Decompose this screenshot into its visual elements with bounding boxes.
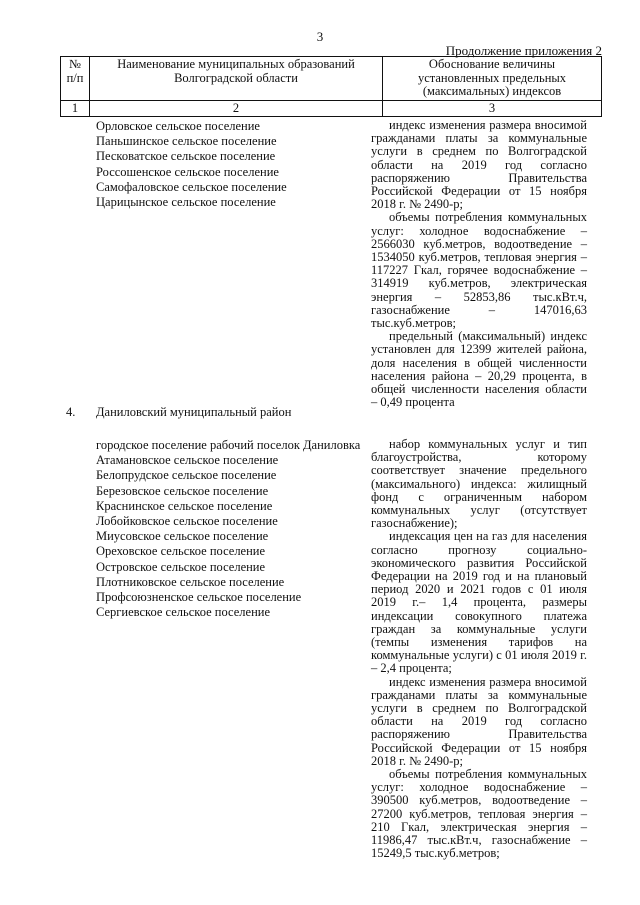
settlement-item: Атамановское сельское поселение bbox=[96, 453, 279, 468]
appendix-label: Продолжение приложения 2 bbox=[445, 43, 602, 58]
district-number: 4. bbox=[66, 405, 76, 419]
header-number-line: № bbox=[69, 57, 81, 71]
header-table bbox=[60, 56, 602, 117]
settlement-item: Сергиевское сельское поселение bbox=[96, 605, 271, 620]
header-name-line: Волгоградской области bbox=[174, 70, 298, 85]
justification-paragraph: индекс изменения размера вносимой гражданами платы за коммунальные услуги в среднем по Волгоградской области на 2019 год согласно распоряжению Правительства Российской Федерации от 15 ноября 2018 г. № 2490-р; bbox=[371, 118, 587, 212]
justification-paragraph: индекс изменения размера вносимой гражданами платы за коммунальные услуги в среднем по Волгоградской области на 2019 год согласно распоряжению Правительства Российской Федерации от 15 ноября 2018 г. № 2490-р; bbox=[371, 674, 587, 768]
settlement-item: Ореховское сельское поселение bbox=[96, 544, 266, 559]
justification-block-1 bbox=[371, 119, 587, 409]
justification-block-2 bbox=[371, 438, 587, 861]
header-justification-cell bbox=[383, 57, 602, 101]
justification-paragraph: набор коммунальных услуг и тип благоустройства, которому соответствует значение предельного (максимального) индекса: жилищный фонд с ограниченным набором коммунальных услуг (отсутствует газоснабжение); bbox=[371, 437, 587, 531]
settlement-item: городское поселение рабочий поселок Даниловка bbox=[96, 438, 361, 452]
settlement-item: Плотниковское сельское поселение bbox=[96, 574, 285, 589]
settlement-item: Профсоюзненское сельское поселение bbox=[96, 590, 302, 605]
column-number: 1 bbox=[61, 100, 90, 117]
justification-paragraph: объемы потребления коммунальных услуг: холодное водоснабжение – 2566030 куб.метров, водоотведение – 1534050 куб.метров, тепловая энергия – 117227 Гкал, горячее водоснабжение – 314919 куб.метров, электрическая энергия – 52853,86 тыс.кВт.ч, газоснабжение – 147016,63 тыс.куб.метров; bbox=[371, 210, 587, 331]
settlement-item: Паньшинское сельское поселение bbox=[96, 134, 277, 149]
settlement-list-1 bbox=[96, 119, 287, 210]
settlement-item: Царицынское сельское поселение bbox=[96, 195, 276, 210]
settlement-item: Белопрудское сельское поселение bbox=[96, 468, 277, 483]
header-name-cell bbox=[90, 57, 383, 101]
district-name: Даниловский муниципальный район bbox=[96, 405, 292, 419]
settlement-item: Миусовское сельское поселение bbox=[96, 529, 269, 544]
header-justification-line: установленных предельных bbox=[417, 70, 567, 85]
header-justification-line: (максимальных) индексов bbox=[422, 84, 562, 98]
settlement-item: Лобойковское сельское поселение bbox=[96, 514, 278, 529]
header-name-line: Наименование муниципальных образований bbox=[117, 57, 355, 71]
settlement-item: Орловское сельское поселение bbox=[96, 119, 260, 133]
settlement-item: Березовское сельское поселение bbox=[96, 483, 269, 498]
column-number: 2 bbox=[90, 100, 383, 117]
justification-paragraph: объемы потребления коммунальных услуг: холодное водоснабжение – 390500 куб.метров, водоотведение – 27200 куб.метров, тепловая энергия – 210 Гкал, электрическая энергия – 11986,47 тыс.кВт.ч, газоснабжение – 15249,5 тыс.куб.метров; bbox=[371, 767, 587, 861]
column-number-row bbox=[61, 100, 602, 117]
page-number: 3 bbox=[316, 29, 324, 44]
settlement-list-2 bbox=[96, 438, 360, 620]
header-number-line: п/п bbox=[66, 70, 84, 85]
settlement-item: Краснинское сельское поселение bbox=[96, 498, 273, 513]
settlement-item: Самофаловское сельское поселение bbox=[96, 179, 287, 194]
header-row bbox=[61, 57, 602, 101]
justification-paragraph: индексация цен на газ для населения согласно прогнозу социально-экономического развития Российской Федерации на 2019 год и на плановый период 2020 и 2021 годов с 01 июля 2019 г.– 1,4 процента, размеры индексации совокупного платежа граждан за коммунальные услуги (темпы изменения тарифов на коммунальные услуги) с 01 июля 2019 г. – 2,4 процента; bbox=[371, 529, 587, 676]
header-justification-line: Обоснование величины bbox=[428, 57, 556, 71]
settlement-item: Островское сельское поселение bbox=[96, 559, 266, 574]
settlement-item: Песковатское сельское поселение bbox=[96, 149, 276, 164]
header-number-cell bbox=[61, 57, 90, 101]
settlement-item: Россошенское сельское поселение bbox=[96, 164, 279, 179]
column-number: 3 bbox=[383, 100, 602, 117]
justification-paragraph: предельный (максимальный) индекс установлен для 12399 жителей района, доля населения в общей численности населения района – 20,29 процента, в общей численности населения области – 0,49 процента bbox=[371, 329, 587, 410]
